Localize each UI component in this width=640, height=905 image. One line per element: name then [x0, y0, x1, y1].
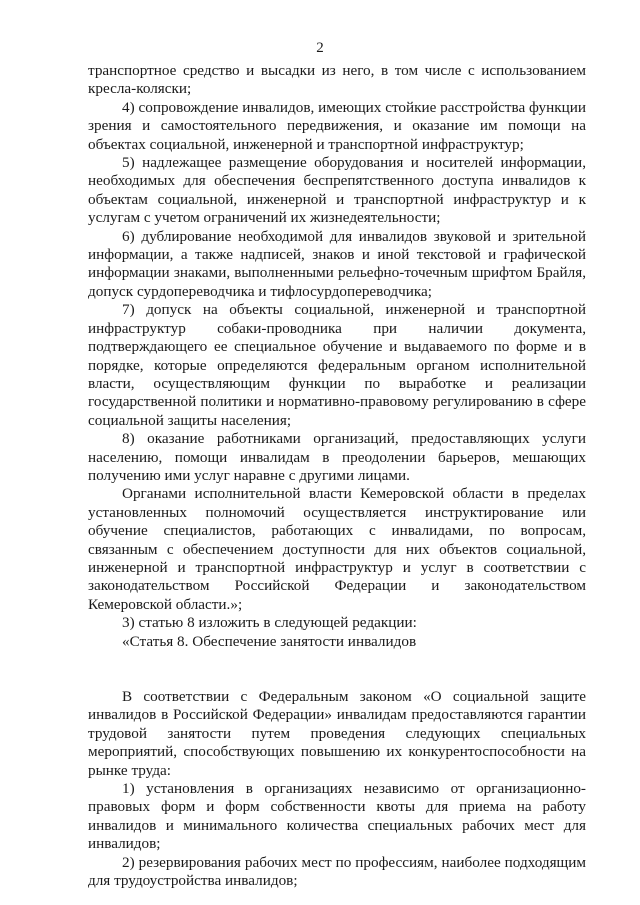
paragraph-item-7: 7) допуск на объекты социальной, инженерной и транспортной инфраструктур собаки-проводника при наличии документа, подтверждающего ее специальное обучение и выдаваемого по форме и в порядке, которые определяются федеральным органом исполнительной власти, осуществляющим функции по выработке и реализации государственной политики и нормативно-правовому регулированию в сфере социальной защиты населения; [88, 301, 586, 429]
section-spacer [88, 651, 586, 688]
paragraph-item-5: 5) надлежащее размещение оборудования и носителей информации, необходимых для обеспечения беспрепятственного доступа инвалидов к объектам социальной, инженерной и транспортной инфраструктур и к услугам с учетом ограничений их жизнедеятельности; [88, 154, 586, 227]
paragraph-measure-1: 1) установления в организациях независимо от организационно-правовых форм и форм собственности квоты для приема на работу инвалидов и минимального количества специальных рабочих мест для инвалидов; [88, 780, 586, 853]
paragraph-item-8: 8) оказание работниками организаций, предоставляющих услуги населению, помощи инвалидам в преодолении барьеров, мешающих получению ими услуг наравне с другими лицами. [88, 430, 586, 484]
paragraph-federal-law: В соответствии с Федеральным законом «О социальной защите инвалидов в Российской Федерации» инвалидам предоставляются гарантии трудовой занятости путем проведения следующих специальных мероприятий, способствующих повышению их конкурентоспособности на рынке труда: [88, 688, 586, 779]
paragraph-item-6: 6) дублирование необходимой для инвалидов звуковой и зрительной информации, а также надписей, знаков и иной текстовой и графической информации знаками, выполненными рельефно-точечным шрифтом Брайля, допуск сурдопереводчика и тифлосурдопереводчика; [88, 227, 586, 300]
paragraph-measure-2: 2) резервирования рабочих мест по профессиям, наиболее подходящим для трудоустройства инвалидов; [88, 853, 586, 890]
paragraph-item-4: 4) сопровождение инвалидов, имеющих стойкие расстройства функции зрения и самостоятельного передвижения, и оказание им помощи на объектах социальной, инженерной и транспортной инфраструктур; [88, 98, 586, 153]
paragraph-authorities: Органами исполнительной власти Кемеровской области в пределах установленных полномочий осуществляется инструктирование или обучение специалистов, работающих с инвалидами, по вопросам, связанным с обеспечением доступности для них объектов социальной, инженерной и транспортной инфраструктур и услуг в соответствии с законодательством Российской Федерации и законодательством Кемеровской области.»; [88, 485, 586, 613]
article-8-heading: «Статья 8. Обеспечение занятости инвалидов [122, 632, 417, 650]
page-number: 2 [316, 40, 324, 56]
paragraph-amendment-3: 3) статью 8 изложить в следующей редакции: [122, 614, 417, 632]
paragraph-continuation: транспортное средство и высадки из него, в том числе с использованием кресла-коляски; [88, 62, 586, 98]
document-body [88, 62, 586, 890]
